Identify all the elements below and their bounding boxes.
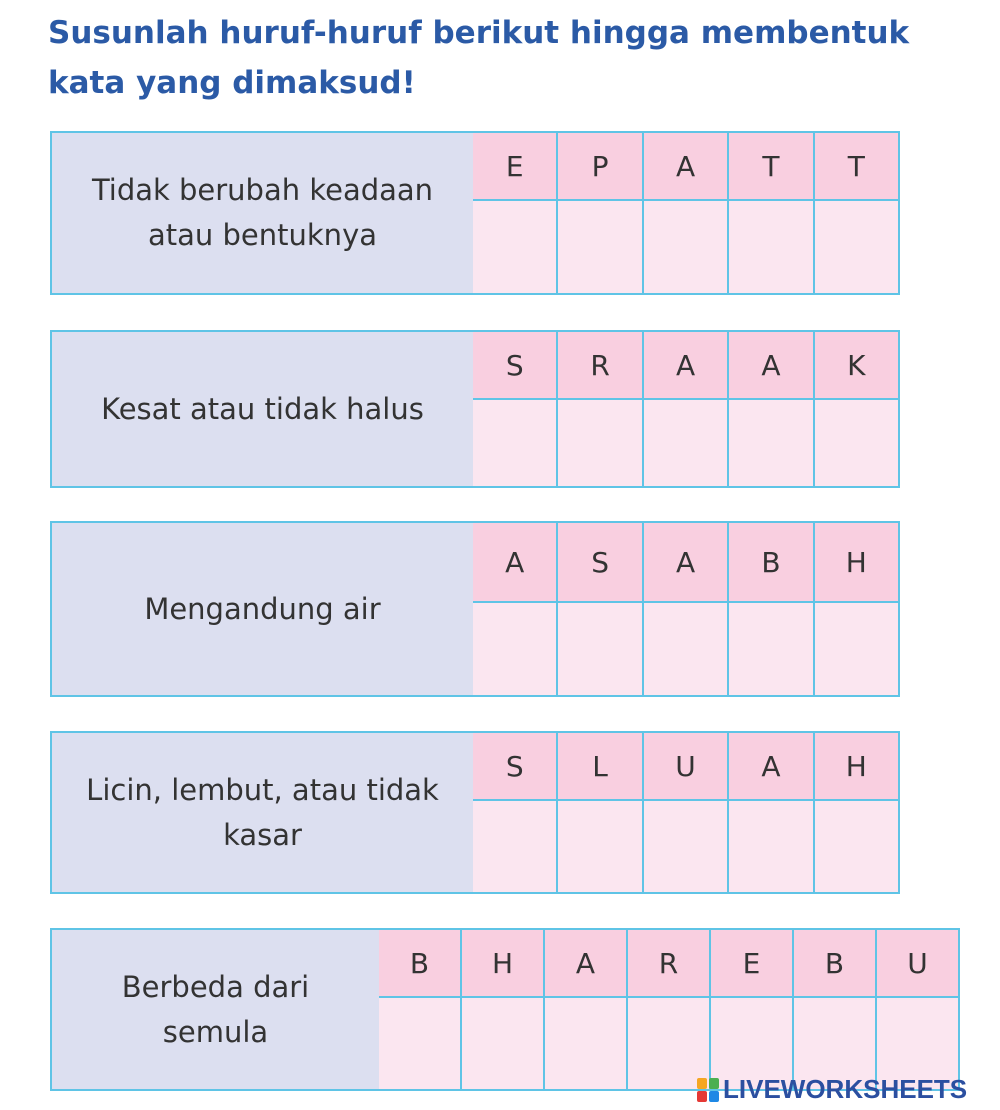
- answer-input[interactable]: [815, 400, 898, 486]
- puzzle-4: [50, 731, 900, 894]
- scrambled-letter: S: [473, 332, 558, 400]
- scrambled-letter: S: [473, 733, 558, 801]
- answer-input[interactable]: [558, 201, 641, 293]
- answer-cell: [815, 400, 898, 486]
- clue-text: Berbeda dari semula: [50, 928, 381, 1091]
- answer-cell: [729, 801, 814, 892]
- answer-cell: [473, 201, 558, 293]
- answer-cell: [462, 998, 545, 1089]
- clue-text: Kesat atau tidak halus: [50, 330, 475, 488]
- scrambled-letter: A: [644, 133, 729, 201]
- answer-input[interactable]: [729, 801, 812, 892]
- answer-cell: [473, 400, 558, 486]
- clue-text: Mengandung air: [50, 521, 475, 697]
- letter-grid: [379, 928, 960, 1091]
- answer-cell: [644, 201, 729, 293]
- scrambled-letter: H: [815, 523, 898, 603]
- scrambled-letter: A: [473, 523, 558, 603]
- answer-input[interactable]: [473, 400, 556, 486]
- answer-input[interactable]: [558, 801, 641, 892]
- scrambled-letter: A: [545, 930, 628, 998]
- answer-input[interactable]: [644, 801, 727, 892]
- answer-cell: [644, 801, 729, 892]
- answer-input[interactable]: [815, 603, 898, 695]
- answer-cell: [644, 400, 729, 486]
- scrambled-letter: S: [558, 523, 643, 603]
- letter-grid: [473, 731, 900, 894]
- answer-cell: [815, 201, 898, 293]
- scrambled-letter: L: [558, 733, 643, 801]
- answer-input[interactable]: [473, 603, 556, 695]
- scrambled-letter: B: [379, 930, 462, 998]
- clue-text: Tidak berubah keadaan atau bentuknya: [50, 131, 475, 295]
- scrambled-letter: E: [711, 930, 794, 998]
- answer-input[interactable]: [644, 201, 727, 293]
- answer-input[interactable]: [558, 400, 641, 486]
- answer-cell: [473, 801, 558, 892]
- answer-cell: [729, 201, 814, 293]
- answer-input[interactable]: [729, 603, 812, 695]
- answer-input[interactable]: [473, 201, 556, 293]
- scrambled-letter: E: [473, 133, 558, 201]
- liveworksheets-brand[interactable]: [697, 1074, 967, 1105]
- answer-input[interactable]: [558, 603, 641, 695]
- scrambled-letter: A: [644, 332, 729, 400]
- scrambled-letter: P: [558, 133, 643, 201]
- clue-text: Licin, lembut, atau tidak kasar: [50, 731, 475, 894]
- answer-input[interactable]: [729, 400, 812, 486]
- puzzle-1: [50, 131, 900, 295]
- scrambled-letter: R: [558, 332, 643, 400]
- answer-cell: [815, 603, 898, 695]
- scrambled-letter: U: [644, 733, 729, 801]
- answer-input[interactable]: [473, 801, 556, 892]
- instruction-heading: Susunlah huruf-huruf berikut hingga membentuk kata yang dimaksud!: [48, 15, 910, 101]
- liveworksheets-logo-icon: [697, 1078, 719, 1102]
- answer-cell: [815, 801, 898, 892]
- answer-cell: [545, 998, 628, 1089]
- scrambled-letter: R: [628, 930, 711, 998]
- scrambled-letter: B: [794, 930, 877, 998]
- puzzle-5: [50, 928, 960, 1091]
- scrambled-letter: A: [729, 332, 814, 400]
- answer-cell: [473, 603, 558, 695]
- answer-cell: [558, 201, 643, 293]
- scrambled-letter: A: [729, 733, 814, 801]
- answer-input[interactable]: [815, 201, 898, 293]
- scrambled-letter: T: [815, 133, 898, 201]
- letter-grid: [473, 330, 900, 488]
- answer-input[interactable]: [729, 201, 812, 293]
- puzzle-3: [50, 521, 900, 697]
- answer-cell: [644, 603, 729, 695]
- letter-grid: [473, 521, 900, 697]
- answer-input[interactable]: [545, 998, 626, 1089]
- answer-input[interactable]: [815, 801, 898, 892]
- answer-input[interactable]: [462, 998, 543, 1089]
- scrambled-letter: H: [815, 733, 898, 801]
- answer-cell: [558, 603, 643, 695]
- answer-cell: [729, 400, 814, 486]
- answer-cell: [558, 400, 643, 486]
- scrambled-letter: B: [729, 523, 814, 603]
- answer-cell: [558, 801, 643, 892]
- scrambled-letter: A: [644, 523, 729, 603]
- puzzle-2: [50, 330, 900, 488]
- answer-input[interactable]: [644, 603, 727, 695]
- scrambled-letter: T: [729, 133, 814, 201]
- answer-cell: [379, 998, 462, 1089]
- scrambled-letter: K: [815, 332, 898, 400]
- answer-cell: [729, 603, 814, 695]
- scrambled-letter: U: [877, 930, 958, 998]
- scrambled-letter: H: [462, 930, 545, 998]
- brand-text: LIVEWORKSHEETS: [723, 1074, 968, 1104]
- letter-grid: [473, 131, 900, 295]
- answer-input[interactable]: [644, 400, 727, 486]
- answer-input[interactable]: [379, 998, 460, 1089]
